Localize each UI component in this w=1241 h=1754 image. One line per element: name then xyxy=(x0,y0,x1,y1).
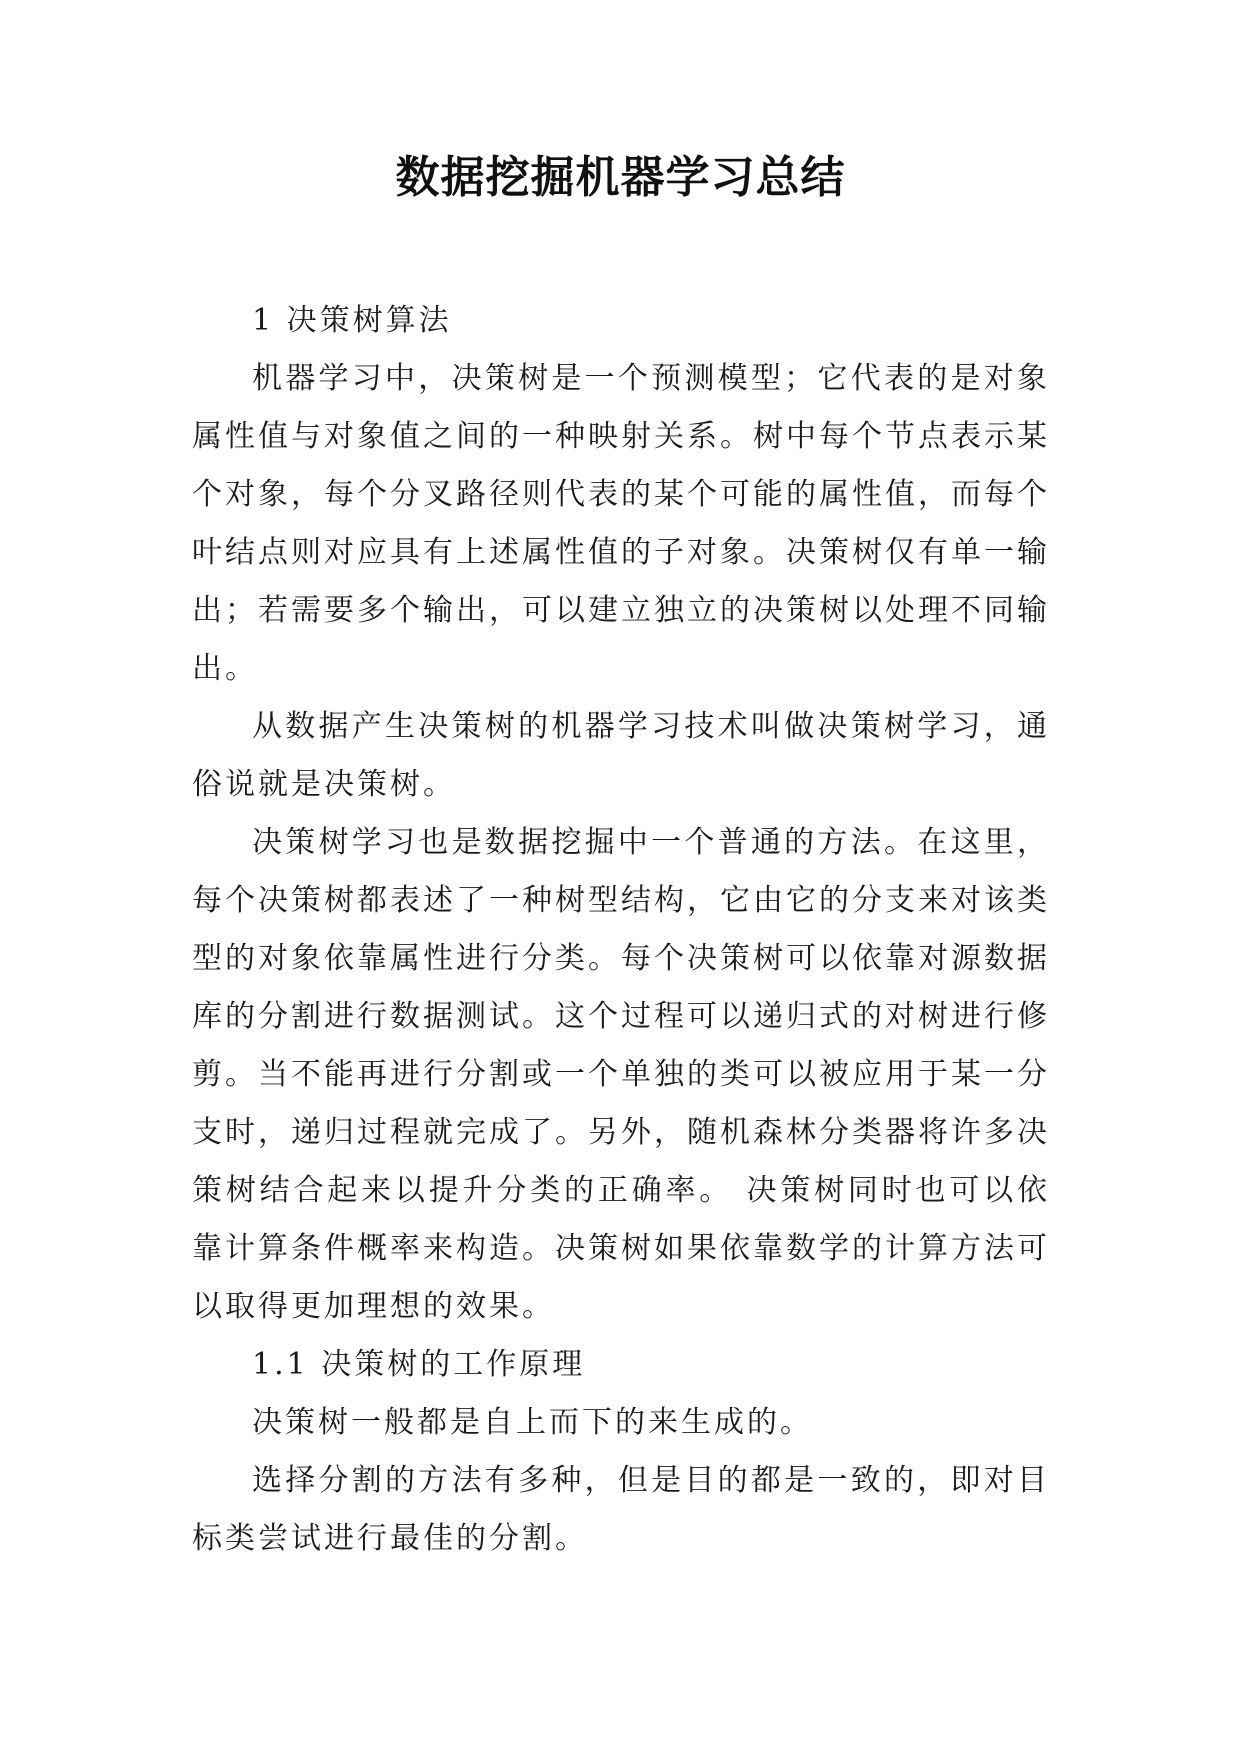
document-body xyxy=(192,292,1050,1568)
document-title: 数据挖掘机器学习总结 xyxy=(395,152,846,203)
paragraph-decision-tree-learning: 从数据产生决策树的机器学习技术叫做决策树学习，通俗说就是决策树。 xyxy=(192,709,1050,802)
paragraph-decision-tree-definition: 机器学习中，决策树是一个预测模型；它代表的是对象属性值与对象值之间的一种映射关系。树中每个节点表示某个对象，每个分叉路径则代表的某个可能的属性值，而每个叶结点则对应具有上述属性值的子对象。决策树仅有单一输出；若需要多个输出，可以建立独立的决策树以处理不同输出。 xyxy=(192,361,1050,686)
paragraph-data-mining-method: 决策树学习也是数据挖掘中一个普通的方法。在这里，每个决策树都表述了一种树型结构，它由它的分支来对该类型的对象依靠属性进行分类。每个决策树可以依靠对源数据库的分割进行数据测试。这个过程可以递归式的对树进行修剪。当不能再进行分割或一个单独的类可以被应用于某一分支时，递归过程就完成了。另外，随机森林分类器将许多决策树结合起来以提升分类的正确率。 决策树同时也可以依靠计算条件概率来构造。决策树如果依靠数学的计算方法可以取得更加理想的效果。 xyxy=(192,825,1050,1324)
section-heading-1-1: 1.1 决策树的工作原理 xyxy=(252,1347,586,1382)
paragraph-split-methods: 选择分割的方法有多种，但是目的都是一致的，即对目标类尝试进行最佳的分割。 xyxy=(192,1463,1050,1556)
paragraph-top-down-generation: 决策树一般都是自上而下的来生成的。 xyxy=(252,1405,813,1440)
section-heading-1: 1 决策树算法 xyxy=(252,303,452,338)
